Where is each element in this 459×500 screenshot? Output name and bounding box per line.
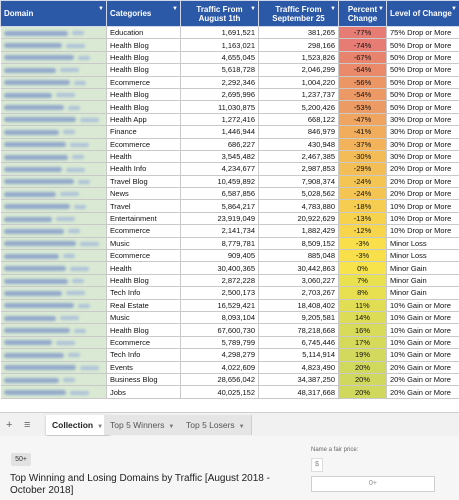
level-of-change-cell[interactable]: 20% Gain or More — [387, 373, 459, 385]
header-traffic-september[interactable]: Traffic From September 25 ▼ — [259, 1, 339, 27]
traffic-august-cell[interactable]: 1,272,416 — [181, 113, 259, 125]
traffic-september-cell[interactable]: 6,745,446 — [259, 336, 339, 348]
table-row[interactable] — [1, 262, 459, 274]
percent-change-cell[interactable]: -54% — [339, 88, 387, 100]
table-row[interactable] — [1, 113, 459, 125]
redacted-text — [74, 205, 86, 209]
redacted-text — [56, 217, 75, 221]
category-cell[interactable]: Jobs — [107, 386, 181, 398]
percent-change-cell[interactable]: -3% — [339, 237, 387, 249]
traffic-august-cell[interactable]: 4,655,045 — [181, 51, 259, 63]
category-cell[interactable]: Events — [107, 361, 181, 373]
table-row[interactable] — [1, 324, 459, 336]
traffic-august-cell[interactable]: 1,691,521 — [181, 27, 259, 39]
category-cell[interactable]: Health Blog — [107, 51, 181, 63]
redacted-text — [4, 130, 59, 135]
traffic-september-cell[interactable]: 1,237,737 — [259, 88, 339, 100]
level-of-change-cell[interactable]: 10% Drop or More — [387, 212, 459, 224]
level-of-change-cell[interactable]: 50% Drop or More — [387, 101, 459, 113]
traffic-september-cell[interactable]: 3,060,227 — [259, 274, 339, 286]
traffic-september-cell[interactable]: 30,442,863 — [259, 262, 339, 274]
redacted-text — [72, 155, 84, 159]
redacted-text — [60, 192, 79, 196]
category-cell[interactable]: Health Blog — [107, 88, 181, 100]
traffic-september-cell[interactable]: 8,509,152 — [259, 237, 339, 249]
percent-change-cell[interactable]: 8% — [339, 287, 387, 299]
traffic-august-cell[interactable]: 4,022,609 — [181, 361, 259, 373]
redacted-text — [4, 266, 66, 271]
redacted-text — [4, 80, 70, 85]
redacted-text — [56, 93, 75, 97]
category-cell[interactable]: Ecommerce — [107, 250, 181, 262]
chevron-down-icon[interactable]: ▼ — [97, 424, 104, 430]
percent-change-cell[interactable]: -74% — [339, 39, 387, 51]
domain-cell-redacted[interactable] — [1, 373, 107, 385]
traffic-september-cell[interactable]: 1,523,826 — [259, 51, 339, 63]
redacted-text — [60, 316, 79, 320]
category-cell[interactable]: Tech Info — [107, 349, 181, 361]
level-of-change-cell[interactable]: 20% Gain or More — [387, 361, 459, 373]
count-badge: 50+ — [11, 453, 31, 466]
category-cell[interactable]: Business Blog — [107, 373, 181, 385]
category-cell[interactable]: Health Blog — [107, 324, 181, 336]
currency-symbol: $ — [311, 458, 323, 472]
redacted-text — [74, 329, 86, 333]
traffic-september-cell[interactable]: 78,218,668 — [259, 324, 339, 336]
traffic-september-cell[interactable]: 5,200,426 — [259, 101, 339, 113]
redacted-text — [78, 56, 90, 60]
domain-cell-redacted[interactable] — [1, 88, 107, 100]
header-row — [1, 1, 459, 27]
table-row[interactable] — [1, 163, 459, 175]
redacted-text — [56, 341, 75, 345]
traffic-august-cell[interactable]: 3,545,482 — [181, 150, 259, 162]
redacted-text — [63, 378, 75, 382]
domain-cell-redacted[interactable] — [1, 200, 107, 212]
domain-cell-redacted[interactable] — [1, 349, 107, 361]
traffic-august-cell[interactable]: 2,695,996 — [181, 88, 259, 100]
domain-cell-redacted[interactable] — [1, 126, 107, 138]
level-of-change-cell[interactable]: 30% Drop or More — [387, 150, 459, 162]
redacted-text — [4, 55, 74, 60]
redacted-text — [4, 204, 70, 209]
traffic-september-cell[interactable]: 18,408,402 — [259, 299, 339, 311]
fair-price-label: Name a fair price: — [311, 447, 359, 453]
traffic-august-cell[interactable]: 1,163,021 — [181, 39, 259, 51]
table-row[interactable] — [1, 250, 459, 262]
redacted-text — [66, 44, 85, 48]
header-traffic-august[interactable]: Traffic From August 1th ▼ — [181, 1, 259, 27]
redacted-text — [4, 328, 70, 333]
table-row[interactable] — [1, 76, 459, 88]
redacted-text — [63, 130, 75, 134]
percent-change-cell[interactable]: -67% — [339, 51, 387, 63]
percent-change-cell[interactable]: -37% — [339, 138, 387, 150]
level-of-change-cell[interactable]: 50% Drop or More — [387, 76, 459, 88]
table-row[interactable] — [1, 101, 459, 113]
category-cell[interactable]: Travel — [107, 200, 181, 212]
redacted-text — [4, 279, 68, 284]
domain-cell-redacted[interactable] — [1, 287, 107, 299]
percent-change-cell[interactable]: -56% — [339, 76, 387, 88]
all-sheets-icon[interactable]: ≡ — [24, 419, 31, 431]
percent-change-cell[interactable]: -64% — [339, 64, 387, 76]
table-row[interactable] — [1, 39, 459, 51]
traffic-september-cell[interactable]: 5,028,562 — [259, 188, 339, 200]
traffic-august-cell[interactable]: 5,864,217 — [181, 200, 259, 212]
filter-dropdown-icon[interactable]: ▼ — [172, 6, 178, 12]
traffic-september-cell[interactable]: 20,922,629 — [259, 212, 339, 224]
redacted-text — [78, 304, 90, 308]
domain-cell-redacted[interactable] — [1, 188, 107, 200]
redacted-text — [4, 155, 68, 160]
domain-cell-redacted[interactable] — [1, 175, 107, 187]
traffic-august-cell[interactable]: 16,529,421 — [181, 299, 259, 311]
category-cell[interactable]: Real Estate — [107, 299, 181, 311]
redacted-text — [80, 118, 99, 122]
level-of-change-cell[interactable]: 30% Drop or More — [387, 126, 459, 138]
domain-cell-redacted[interactable] — [1, 324, 107, 336]
traffic-september-cell[interactable]: 885,048 — [259, 250, 339, 262]
traffic-september-cell[interactable]: 2,046,299 — [259, 64, 339, 76]
domain-cell-redacted[interactable] — [1, 27, 107, 39]
domain-cell-redacted[interactable] — [1, 311, 107, 323]
traffic-august-cell[interactable]: 8,779,781 — [181, 237, 259, 249]
product-panel — [0, 436, 459, 500]
traffic-september-cell[interactable]: 2,703,267 — [259, 287, 339, 299]
redacted-text — [4, 291, 62, 296]
domain-cell-redacted[interactable] — [1, 150, 107, 162]
category-cell[interactable]: Music — [107, 237, 181, 249]
redacted-text — [70, 267, 89, 271]
product-title: Top Winning and Losing Domains by Traffic [August 2018 - October 2018] — [10, 473, 270, 496]
table-row[interactable] — [1, 51, 459, 63]
redacted-text — [4, 105, 64, 110]
percent-change-cell[interactable]: 0% — [339, 262, 387, 274]
domain-cell-redacted[interactable] — [1, 76, 107, 88]
domain-cell-redacted[interactable] — [1, 64, 107, 76]
percent-change-cell[interactable]: 7% — [339, 274, 387, 286]
chevron-down-icon[interactable]: ▼ — [238, 424, 245, 430]
traffic-september-cell[interactable]: 1,004,220 — [259, 76, 339, 88]
domain-cell-redacted[interactable] — [1, 361, 107, 373]
redacted-text — [4, 365, 76, 370]
traffic-september-cell[interactable]: 298,166 — [259, 39, 339, 51]
traffic-august-cell[interactable]: 10,459,892 — [181, 175, 259, 187]
traffic-august-cell[interactable]: 1,446,944 — [181, 126, 259, 138]
category-cell[interactable]: Health — [107, 150, 181, 162]
domain-cell-redacted[interactable] — [1, 274, 107, 286]
level-of-change-cell[interactable]: 10% Gain or More — [387, 311, 459, 323]
table-row[interactable] — [1, 311, 459, 323]
traffic-august-cell[interactable]: 2,500,173 — [181, 287, 259, 299]
redacted-text — [4, 93, 52, 98]
level-of-change-cell[interactable]: 10% Gain or More — [387, 336, 459, 348]
traffic-august-cell[interactable]: 5,618,728 — [181, 64, 259, 76]
traffic-august-cell[interactable]: 4,298,279 — [181, 349, 259, 361]
percent-change-cell[interactable]: -77% — [339, 27, 387, 39]
percent-change-cell[interactable]: 20% — [339, 361, 387, 373]
percent-change-cell[interactable]: 19% — [339, 349, 387, 361]
redacted-text — [70, 143, 89, 147]
redacted-text — [4, 254, 59, 259]
traffic-september-cell[interactable]: 381,265 — [259, 27, 339, 39]
redacted-text — [4, 43, 62, 48]
level-of-change-cell[interactable]: 50% Drop or More — [387, 39, 459, 51]
table-row[interactable] — [1, 237, 459, 249]
redacted-text — [72, 31, 84, 35]
traffic-september-cell[interactable]: 48,317,668 — [259, 386, 339, 398]
percent-change-cell[interactable]: 17% — [339, 336, 387, 348]
level-of-change-cell[interactable]: 30% Drop or More — [387, 138, 459, 150]
category-cell[interactable]: Ecommerce — [107, 225, 181, 237]
percent-change-cell[interactable]: -12% — [339, 225, 387, 237]
category-cell[interactable]: Health App — [107, 113, 181, 125]
table-row[interactable] — [1, 299, 459, 311]
table-row[interactable] — [1, 386, 459, 398]
redacted-text — [63, 254, 75, 258]
tab-top-5-winners[interactable]: Top 5 Winners ▼ — [104, 415, 181, 435]
traffic-august-cell[interactable]: 30,400,365 — [181, 262, 259, 274]
table-row[interactable] — [1, 150, 459, 162]
level-of-change-cell[interactable]: Minor Gain — [387, 274, 459, 286]
table-row[interactable] — [1, 212, 459, 224]
traffic-september-cell[interactable]: 668,122 — [259, 113, 339, 125]
category-cell[interactable]: Entertainment — [107, 212, 181, 224]
level-of-change-cell[interactable]: 75% Drop or More — [387, 27, 459, 39]
level-of-change-cell[interactable]: Minor Gain — [387, 287, 459, 299]
header-level-of-change[interactable]: Level of Change ▼ — [387, 1, 459, 27]
traffic-august-cell[interactable]: 4,234,677 — [181, 163, 259, 175]
table-row[interactable] — [1, 188, 459, 200]
category-cell[interactable]: Ecommerce — [107, 336, 181, 348]
redacted-text — [66, 291, 85, 295]
category-cell[interactable]: Ecommerce — [107, 138, 181, 150]
level-of-change-cell[interactable]: 50% Drop or More — [387, 51, 459, 63]
table-row[interactable] — [1, 225, 459, 237]
level-of-change-cell[interactable]: 10% Drop or More — [387, 225, 459, 237]
table-row[interactable] — [1, 126, 459, 138]
domain-cell-redacted[interactable] — [1, 225, 107, 237]
category-cell[interactable]: Health Blog — [107, 101, 181, 113]
table-body — [1, 27, 459, 399]
redacted-text — [78, 180, 90, 184]
level-of-change-cell[interactable]: 10% Drop or More — [387, 200, 459, 212]
traffic-september-cell[interactable]: 7,908,374 — [259, 175, 339, 187]
redacted-text — [4, 241, 76, 246]
category-cell[interactable]: Health — [107, 262, 181, 274]
header-domain[interactable]: Domain ▼ — [1, 1, 107, 27]
percent-change-cell[interactable]: 16% — [339, 324, 387, 336]
domain-cell-redacted[interactable] — [1, 237, 107, 249]
level-of-change-cell[interactable]: 20% Drop or More — [387, 188, 459, 200]
redacted-text — [74, 81, 86, 85]
category-cell[interactable]: Health Blog — [107, 64, 181, 76]
category-cell[interactable]: Health Info — [107, 163, 181, 175]
table-row[interactable] — [1, 287, 459, 299]
traffic-september-cell[interactable]: 5,114,914 — [259, 349, 339, 361]
filter-dropdown-icon[interactable]: ▼ — [98, 6, 104, 12]
level-of-change-cell[interactable]: 10% Gain or More — [387, 324, 459, 336]
level-of-change-cell[interactable]: 20% Drop or More — [387, 163, 459, 175]
redacted-text — [4, 192, 56, 197]
percent-change-cell[interactable]: -3% — [339, 250, 387, 262]
redacted-text — [4, 179, 74, 184]
traffic-september-cell[interactable]: 9,205,581 — [259, 311, 339, 323]
traffic-august-cell[interactable]: 2,141,734 — [181, 225, 259, 237]
table-row[interactable] — [1, 274, 459, 286]
table-row[interactable] — [1, 64, 459, 76]
redacted-text — [4, 340, 52, 345]
table-row[interactable] — [1, 336, 459, 348]
level-of-change-cell[interactable]: Minor Loss — [387, 250, 459, 262]
percent-change-cell[interactable]: 14% — [339, 311, 387, 323]
traffic-september-cell[interactable]: 34,387,250 — [259, 373, 339, 385]
filter-dropdown-icon[interactable]: ▼ — [330, 6, 336, 12]
filter-dropdown-icon[interactable]: ▼ — [378, 6, 384, 12]
add-sheet-icon[interactable]: + — [6, 419, 13, 431]
traffic-september-cell[interactable]: 2,467,385 — [259, 150, 339, 162]
traffic-september-cell[interactable]: 4,783,880 — [259, 200, 339, 212]
percent-change-cell[interactable]: -18% — [339, 200, 387, 212]
category-cell[interactable]: Music — [107, 311, 181, 323]
table-row[interactable] — [1, 349, 459, 361]
domain-cell-redacted[interactable] — [1, 262, 107, 274]
domain-cell-redacted[interactable] — [1, 51, 107, 63]
percent-change-cell[interactable]: -41% — [339, 126, 387, 138]
redacted-text — [4, 167, 62, 172]
table-row[interactable] — [1, 361, 459, 373]
percent-change-cell[interactable]: -13% — [339, 212, 387, 224]
filter-dropdown-icon[interactable]: ▼ — [451, 6, 457, 12]
category-cell[interactable]: Education — [107, 27, 181, 39]
table-row[interactable] — [1, 175, 459, 187]
traffic-august-cell[interactable]: 2,292,346 — [181, 76, 259, 88]
category-cell[interactable]: News — [107, 188, 181, 200]
category-cell[interactable]: Travel Blog — [107, 175, 181, 187]
redacted-text — [68, 106, 80, 110]
category-cell[interactable]: Health Blog — [107, 39, 181, 51]
percent-change-cell[interactable]: 20% — [339, 386, 387, 398]
traffic-august-cell[interactable]: 909,405 — [181, 250, 259, 262]
traffic-august-cell[interactable]: 11,030,875 — [181, 101, 259, 113]
redacted-text — [4, 142, 66, 147]
traffic-august-cell[interactable]: 686,227 — [181, 138, 259, 150]
redacted-text — [70, 391, 89, 395]
percent-change-cell[interactable]: -47% — [339, 113, 387, 125]
domain-cell-redacted[interactable] — [1, 250, 107, 262]
traffic-august-cell[interactable]: 40,025,152 — [181, 386, 259, 398]
traffic-september-cell[interactable]: 4,823,490 — [259, 361, 339, 373]
header-categories[interactable]: Categories ▼ — [107, 1, 181, 27]
level-of-change-cell[interactable]: Minor Gain — [387, 262, 459, 274]
level-of-change-cell[interactable]: 50% Drop or More — [387, 64, 459, 76]
tab-top-5-losers[interactable]: Top 5 Losers ▼ — [180, 415, 252, 435]
traffic-august-cell[interactable]: 67,600,730 — [181, 324, 259, 336]
traffic-september-cell[interactable]: 430,948 — [259, 138, 339, 150]
category-cell[interactable]: Tech Info — [107, 287, 181, 299]
redacted-text — [4, 217, 52, 222]
percent-change-cell[interactable]: 11% — [339, 299, 387, 311]
level-of-change-cell[interactable]: 10% Gain or More — [387, 299, 459, 311]
fair-price-button[interactable]: 0+ — [311, 476, 435, 492]
category-cell[interactable]: Health Blog — [107, 274, 181, 286]
table-row[interactable] — [1, 27, 459, 39]
sheet-tab-bar — [0, 412, 459, 436]
redacted-text — [4, 316, 56, 321]
redacted-text — [80, 242, 99, 246]
traffic-august-cell[interactable]: 8,093,104 — [181, 311, 259, 323]
chevron-down-icon[interactable]: ▼ — [168, 424, 175, 430]
percent-change-cell[interactable]: -30% — [339, 150, 387, 162]
traffic-august-cell[interactable]: 28,656,042 — [181, 373, 259, 385]
level-of-change-cell[interactable]: 30% Drop or More — [387, 113, 459, 125]
traffic-september-cell[interactable]: 2,987,853 — [259, 163, 339, 175]
level-of-change-cell[interactable]: 20% Gain or More — [387, 386, 459, 398]
redacted-text — [4, 117, 76, 122]
category-cell[interactable]: Finance — [107, 126, 181, 138]
redacted-text — [4, 353, 64, 358]
redacted-text — [4, 390, 66, 395]
category-cell[interactable]: Ecommerce — [107, 76, 181, 88]
percent-change-cell[interactable]: 20% — [339, 373, 387, 385]
redacted-text — [4, 229, 64, 234]
header-percent-change[interactable]: Percent Change ▼ — [339, 1, 387, 27]
traffic-august-cell[interactable]: 2,872,228 — [181, 274, 259, 286]
redacted-text — [68, 353, 80, 357]
percent-change-cell[interactable]: -29% — [339, 163, 387, 175]
domain-cell-redacted[interactable] — [1, 138, 107, 150]
domain-cell-redacted[interactable] — [1, 39, 107, 51]
traffic-august-cell[interactable]: 23,919,049 — [181, 212, 259, 224]
traffic-september-cell[interactable]: 1,882,429 — [259, 225, 339, 237]
domain-cell-redacted[interactable] — [1, 299, 107, 311]
domain-cell-redacted[interactable] — [1, 212, 107, 224]
percent-change-cell[interactable]: -53% — [339, 101, 387, 113]
redacted-text — [60, 68, 79, 72]
filter-dropdown-icon[interactable]: ▼ — [250, 6, 256, 12]
level-of-change-cell[interactable]: 10% Gain or More — [387, 349, 459, 361]
domain-cell-redacted[interactable] — [1, 101, 107, 113]
level-of-change-cell[interactable]: 50% Drop or More — [387, 88, 459, 100]
level-of-change-cell[interactable]: 20% Drop or More — [387, 175, 459, 187]
redacted-text — [68, 229, 80, 233]
table-row[interactable] — [1, 138, 459, 150]
domain-cell-redacted[interactable] — [1, 336, 107, 348]
redacted-text — [72, 279, 84, 283]
traffic-september-cell[interactable]: 846,979 — [259, 126, 339, 138]
redacted-text — [4, 303, 74, 308]
redacted-text — [4, 68, 56, 73]
percent-change-cell[interactable]: -24% — [339, 188, 387, 200]
domain-cell-redacted[interactable] — [1, 386, 107, 398]
table-row[interactable] — [1, 200, 459, 212]
redacted-text — [4, 31, 68, 36]
traffic-august-cell[interactable]: 6,587,856 — [181, 188, 259, 200]
traffic-august-cell[interactable]: 5,789,799 — [181, 336, 259, 348]
domain-cell-redacted[interactable] — [1, 113, 107, 125]
tab-collection[interactable]: Collection ▼ — [46, 415, 110, 435]
redacted-text — [80, 366, 99, 370]
table-row[interactable] — [1, 373, 459, 385]
redacted-text — [66, 168, 85, 172]
domain-cell-redacted[interactable] — [1, 163, 107, 175]
level-of-change-cell[interactable]: Minor Loss — [387, 237, 459, 249]
table-row[interactable] — [1, 88, 459, 100]
percent-change-cell[interactable]: -24% — [339, 175, 387, 187]
redacted-text — [4, 378, 59, 383]
